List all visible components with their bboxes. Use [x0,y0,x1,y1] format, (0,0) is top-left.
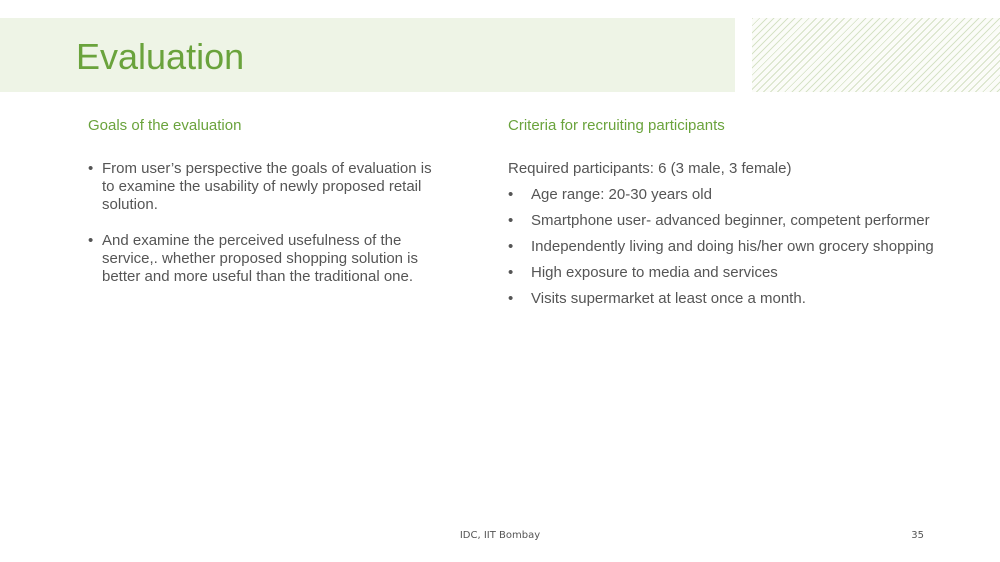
decorative-hatch-pattern [752,18,1000,92]
goals-list [88,160,448,286]
page-number: 35 [911,530,924,541]
criteria-bullet: • Independently living and doing his/her own grocery shopping [508,238,978,256]
criteria-list [508,186,978,308]
criteria-bullet: • Smartphone user- advanced beginner, competent performer [508,212,978,230]
footer-institution: IDC, IIT Bombay [459,530,541,541]
required-participants: Required participants: 6 (3 male, 3 female) [508,160,792,177]
criteria-bullet: • High exposure to media and services [508,264,978,282]
goals-heading: Goals of the evaluation [88,117,242,134]
criteria-bullet: • Visits supermarket at least once a month. [508,290,978,308]
slide-title: Evaluation [76,36,245,77]
goal-bullet: • From user’s perspective the goals of evaluation is to examine the usability of newly proposed retail solution. [88,160,448,214]
goal-bullet: • And examine the perceived usefulness of the service,. whether proposed shopping solution is better and more useful than the traditional one. [88,232,448,286]
criteria-bullet: • Age range: 20-30 years old [508,186,978,204]
criteria-heading: Criteria for recruiting participants [508,117,725,134]
